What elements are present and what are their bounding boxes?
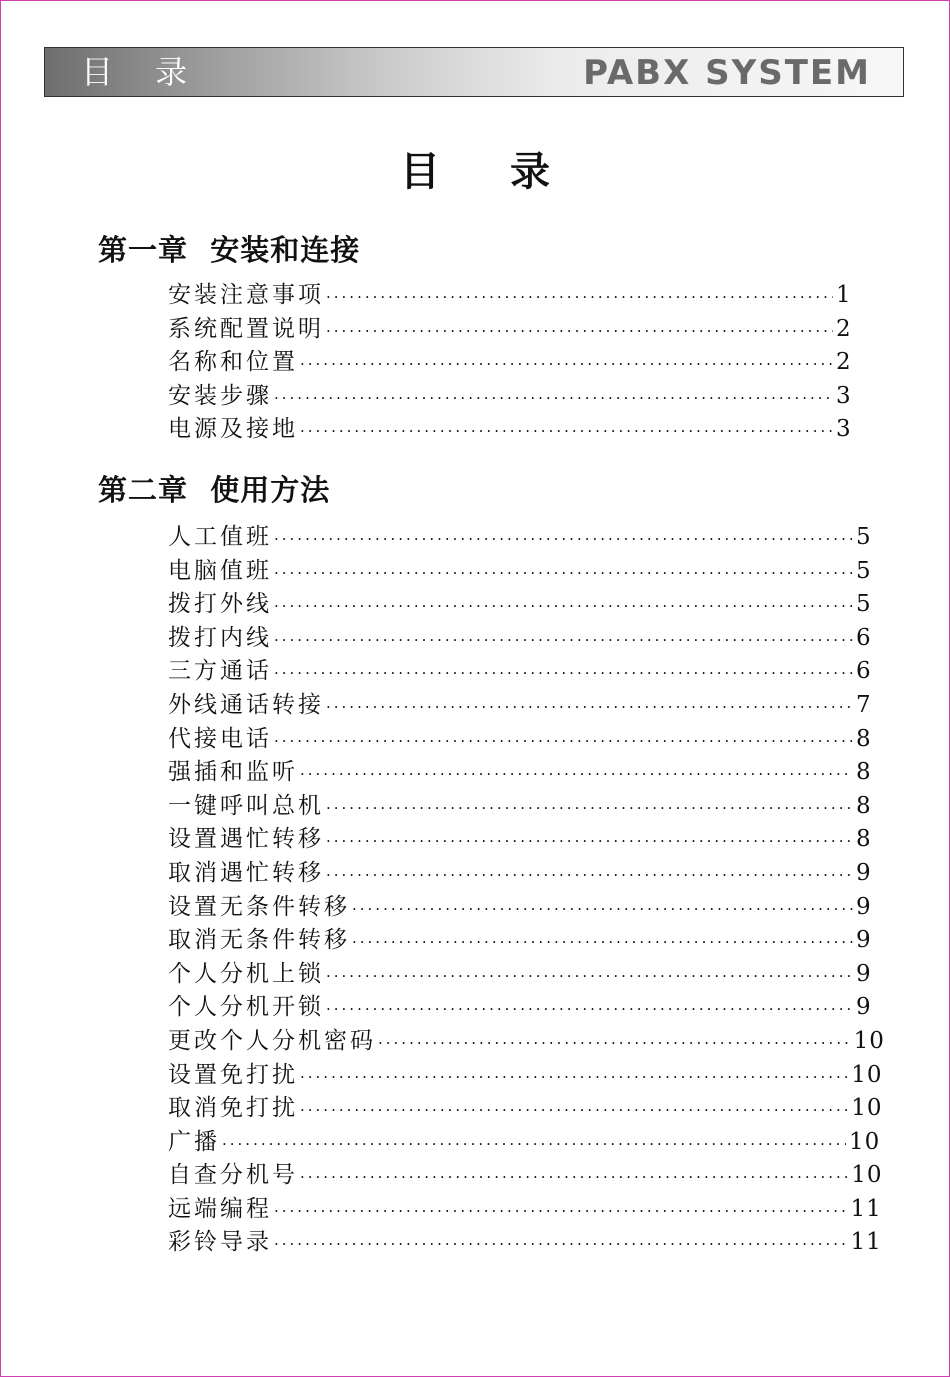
toc-entry-title: 外线通话转接 [168,691,324,718]
toc-entry-page-number: 9 [856,994,872,1021]
toc-entry[interactable] [168,924,872,958]
toc-entry[interactable] [168,958,872,992]
toc-entry-page-number: 5 [856,524,872,550]
toc-entry-title: 拨打内线 [168,624,272,651]
dot-leader [222,1128,846,1162]
toc-entry-title: 电脑值班 [168,557,272,584]
toc-entry-title: 安装注意事项 [168,282,324,308]
toc-entry-title: 个人分机开锁 [168,994,324,1021]
chapter-heading: 第二章 使用方法 [98,473,331,507]
toc-entry-page-number: 10 [851,1095,883,1122]
toc-entry[interactable] [168,346,868,380]
toc-entry-title: 设置免打扰 [168,1061,298,1088]
header-brand: PABX SYSTEM [583,53,871,93]
toc-entry-title: 设置无条件转移 [168,893,350,920]
dot-leader [326,281,833,315]
toc-entry-page-number: 8 [856,725,872,752]
dot-leader [326,792,853,826]
toc-list-chapter-1 [168,279,868,447]
dot-leader [274,523,853,557]
toc-entry-page-number: 9 [856,893,872,920]
dot-leader [326,960,853,994]
dot-leader [378,1027,851,1061]
toc-entry-page-number: 9 [856,960,872,987]
toc-entry[interactable] [168,790,872,824]
toc-entry-page-number: 3 [836,382,852,409]
dot-leader [300,758,853,792]
toc-entry-page-number: 5 [856,557,872,584]
toc-entry[interactable] [168,1159,883,1193]
toc-entry-page-number: 2 [836,349,852,376]
toc-entry[interactable] [168,588,872,622]
toc-entry-title: 更改个人分机密码 [168,1027,376,1054]
dot-leader [326,315,833,349]
toc-entry-title: 安装步骤 [168,382,272,409]
toc-entry-title: 名称和位置 [168,349,298,376]
toc-entry-page-number: 10 [853,1027,885,1054]
dot-leader [274,1195,848,1229]
toc-entry-title: 取消无条件转移 [168,927,350,954]
toc-entry-page-number: 11 [850,1195,882,1222]
header-section-label: 目 录 [81,53,204,91]
toc-entry[interactable] [168,555,872,589]
toc-entry[interactable] [168,723,872,757]
toc-entry-title: 电源及接地 [168,416,298,443]
dot-leader [352,926,853,960]
dot-leader [326,993,853,1027]
dot-leader [300,348,833,382]
toc-entry[interactable] [168,689,872,723]
toc-entry[interactable] [168,1193,882,1227]
dot-leader [326,859,853,893]
toc-entry-page-number: 7 [856,691,872,718]
toc-entry-page-number: 8 [856,792,872,819]
toc-entry-page-number: 11 [850,1229,882,1256]
toc-entry[interactable] [168,655,872,689]
dot-leader [300,415,833,449]
toc-entry-page-number: 5 [856,591,872,618]
toc-entry[interactable] [168,279,868,313]
dot-leader [300,1161,848,1195]
toc-entry-title: 人工值班 [168,524,272,550]
toc-entry[interactable] [168,891,872,925]
dot-leader [274,657,853,691]
dot-leader [326,691,853,725]
toc-entry-title: 三方通话 [168,658,272,685]
dot-leader [300,1094,848,1128]
dot-leader [274,624,853,658]
toc-entry-title: 取消遇忙转移 [168,859,324,886]
toc-entry[interactable] [168,756,872,790]
toc-entry-page-number: 8 [856,826,872,853]
toc-entry-page-number: 1 [836,282,852,308]
toc-entry[interactable] [168,1226,882,1260]
toc-entry-title: 一键呼叫总机 [168,792,324,819]
dot-leader [274,725,853,759]
toc-entry[interactable] [168,380,868,414]
page-title: 目 录 [400,149,578,195]
toc-entry-page-number: 10 [851,1162,883,1189]
running-header [44,47,904,97]
toc-entry[interactable] [168,313,868,347]
toc-entry-title: 自查分机号 [168,1162,298,1189]
dot-leader [274,590,853,624]
toc-entry-title: 取消免打扰 [168,1095,298,1122]
toc-entry-title: 个人分机上锁 [168,960,324,987]
toc-entry-page-number: 6 [856,624,872,651]
toc-entry-page-number: 9 [856,859,872,886]
dot-leader [300,1061,848,1095]
dot-leader [326,825,853,859]
dot-leader [274,1228,848,1262]
toc-entry-title: 彩铃导录 [168,1229,272,1256]
dot-leader [274,557,853,591]
toc-entry[interactable] [168,1092,883,1126]
toc-entry[interactable] [168,857,872,891]
toc-entry-title: 强插和监听 [168,759,298,786]
toc-entry-page-number: 10 [851,1061,883,1088]
toc-entry[interactable] [168,1126,881,1160]
toc-entry-title: 远端编程 [168,1195,272,1222]
toc-entry-page-number: 9 [856,927,872,954]
toc-list-chapter-2 [168,521,885,1260]
toc-entry-title: 广播 [168,1128,220,1155]
toc-entry[interactable] [168,413,868,447]
toc-entry-page-number: 6 [856,658,872,685]
toc-entry[interactable] [168,521,872,555]
dot-leader [274,382,833,416]
chapter-heading: 第一章 安装和连接 [98,233,361,267]
toc-entry-page-number: 8 [856,759,872,786]
toc-entry-title: 设置遇忙转移 [168,826,324,853]
toc-entry[interactable] [168,823,872,857]
toc-entry-page-number: 3 [836,416,852,443]
toc-entry-page-number: 10 [848,1128,881,1155]
toc-entry-title: 代接电话 [168,725,272,752]
toc-entry[interactable] [168,1025,885,1059]
toc-entry-title: 系统配置说明 [168,315,324,342]
dot-leader [352,893,853,927]
toc-entry-title: 拨打外线 [168,591,272,618]
toc-entry-page-number: 2 [836,315,852,342]
toc-entry[interactable] [168,1059,883,1093]
toc-entry[interactable] [168,991,872,1025]
toc-entry[interactable] [168,622,872,656]
